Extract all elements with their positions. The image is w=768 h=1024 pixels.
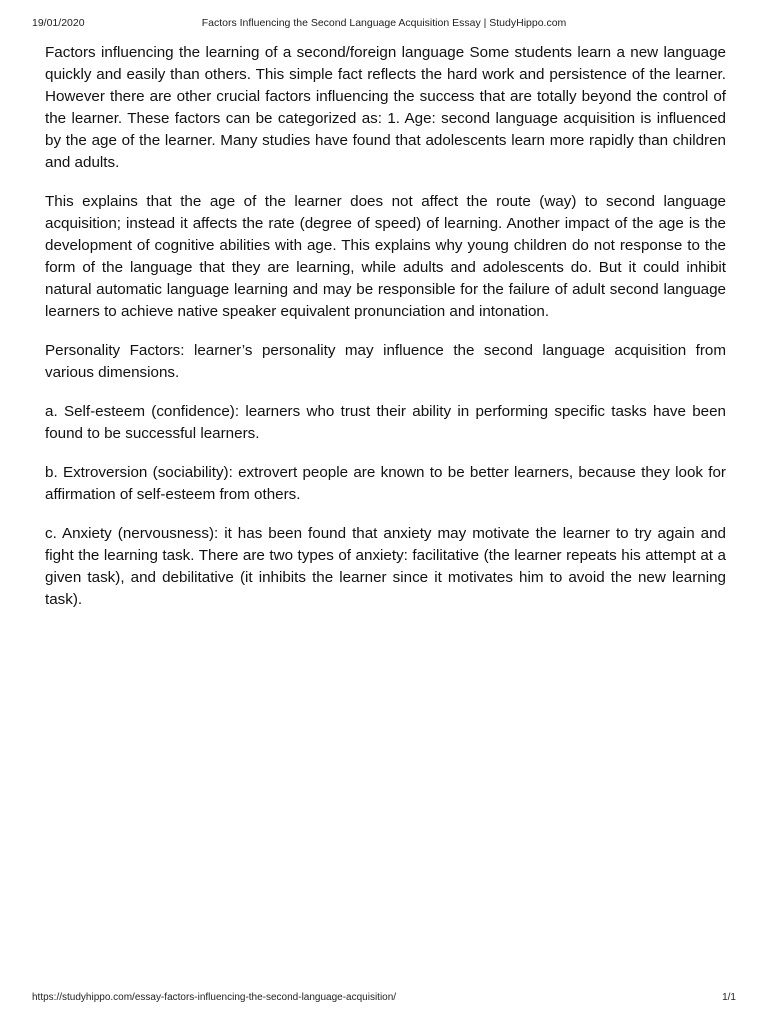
document-title: Factors Influencing the Second Language Acquisition Essay | StudyHippo.com — [201, 17, 567, 29]
paragraph-intro: Factors influencing the learning of a second/foreign language Some students learn a new language quickly and easily than others. This simple fact reflects the hard work and persistence of the learner. However there are other crucial factors influencing the success that are totally beyond the control of the learner. These factors can be categorized as: 1. Age: second language acquisition is influenced by the age of the learner. Many studies have found that adolescents learn more rapidly than children and adults. — [45, 44, 726, 171]
paragraph-personality: Personality Factors: learner’s personality may influence the second language acquisition from various dimensions. — [45, 342, 726, 381]
print-date: 19/01/2020 — [32, 17, 85, 29]
page-number: 1/1 — [722, 992, 736, 1003]
paragraph-extroversion: b. Extroversion (sociability): extrovert people are known to be better learners, because they look for affirmation of self-esteem from others. — [45, 464, 726, 503]
paragraph-anxiety: c. Anxiety (nervousness): it has been found that anxiety may motivate the learner to try again and fight the learning task. There are two types of anxiety: facilitative (the learner repeats his attempt at a given task), and debilitative (it inhibits the learner since it motivates him to avoid the new learning task). — [45, 525, 726, 608]
paragraph-self-esteem: a. Self-esteem (confidence): learners who trust their ability in performing specific tasks have been found to be successful learners. — [45, 403, 726, 442]
source-url: https://studyhippo.com/essay-factors-influencing-the-second-language-acquisition/ — [32, 992, 397, 1003]
print-footer — [32, 991, 736, 1005]
print-header — [32, 16, 736, 30]
essay-body — [45, 42, 726, 628]
paragraph-age: This explains that the age of the learner does not affect the route (way) to second language acquisition; instead it affects the rate (degree of speed) of learning. Another impact of the age is the development of cognitive abilities with age. This explains why young children do not response to the form of the language that they are learning, while adults and adolescents do. But it could inhibit natural automatic language learning and may be responsible for the failure of adult second language learners to achieve native speaker equivalent pronunciation and intonation. — [45, 193, 726, 320]
